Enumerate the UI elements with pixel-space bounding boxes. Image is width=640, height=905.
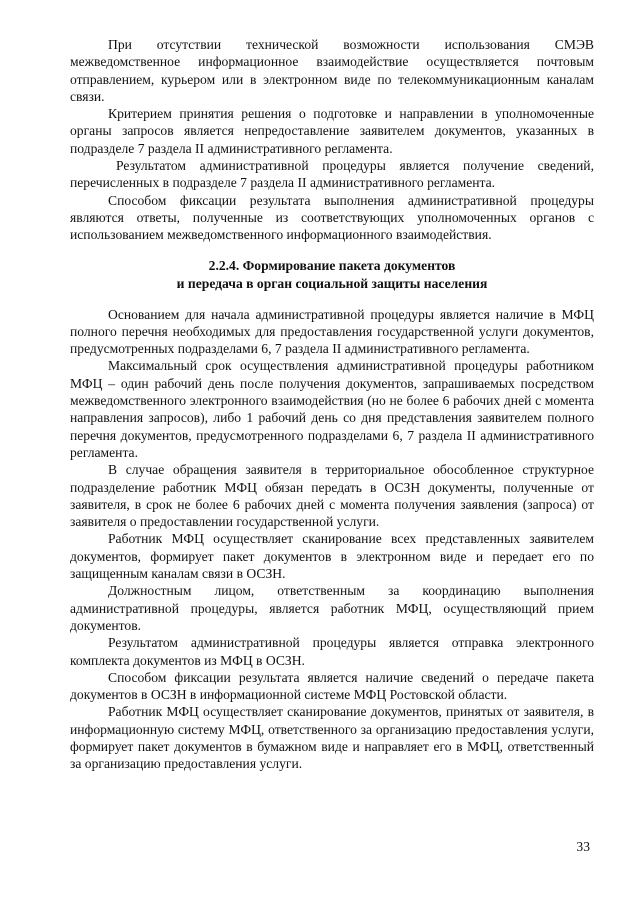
paragraph-max-term: Максимальный срок осуществления административной процедуры работником МФЦ – один рабочий день после получения документов, запрашиваемых посредством межведомственного электронного взаимодействия (но не более 6 рабочих дней с момента направления запросов), либо 1 рабочий день со дня представления заявителем полного перечня документов, предусмотренного подразделами 6, 7 раздела II административного регламента. xyxy=(70,358,594,460)
page-number: 33 xyxy=(576,839,590,854)
document-page xyxy=(70,36,594,773)
paragraph-responsible-person: Должностным лицом, ответственным за координацию выполнения административной процедуры, является работник МФЦ, осуществляющий прием документов. xyxy=(70,583,594,633)
paragraph-procedure-result: Результатом административной процедуры является отправка электронного комплекта документов из МФЦ в ОСЗН. xyxy=(70,635,594,668)
paragraph-scanning: Работник МФЦ осуществляет сканирование всех представленных заявителем документов, формирует пакет документов в электронном виде и передает его по защищенным каналам связи в ОСЗН. xyxy=(70,531,594,582)
section-heading-line-2: и передача в орган социальной защиты населения xyxy=(176,275,488,291)
paragraph-fixation-method: Способом фиксации результата выполнения административной процедуры являются ответы, полученные из соответствующих уполномоченных органов с использованием межведомственного информационного взаимодействия. xyxy=(70,192,594,243)
section-heading-line-1: 2.2.4. Формирование пакета документов xyxy=(208,257,456,273)
section-heading xyxy=(70,257,594,293)
paragraph-result: Результатом административной процедуры является получение сведений, перечисленных в подразделе 7 раздела II административного регламента. xyxy=(70,158,594,191)
paragraph-result-fixation: Способом фиксации результата является наличие сведений о передаче пакета документов в ОСЗН в информационной системе МФЦ Ростовской области. xyxy=(70,669,594,703)
paragraph-territorial-case: В случае обращения заявителя в территориальное обособленное структурное подразделение работник МФЦ обязан передать в ОСЗН документы, полученные от заявителя, в срок не более 6 рабочих дней с момента получения заявления (запроса) от заявителя о предоставлении государственной услуги. xyxy=(70,462,594,530)
paragraph-criterion: Критерием принятия решения о подготовке и направлении в уполномоченные органы запросов является непредоставление заявителем документов, указанных в подразделе 7 раздела II административного регламента. xyxy=(70,106,594,156)
paragraph-basis: Основанием для начала административной процедуры является наличие в МФЦ полного перечня необходимых для предоставления государственной услуги документов, предусмотренных подразделами 6, 7 раздела II административного регламента. xyxy=(70,306,594,357)
paragraph-paper-package: Работник МФЦ осуществляет сканирование документов, принятых от заявителя, в информационную систему МФЦ, ответственного за организацию предоставления услуги, формирует пакет документов в бумажном виде и направляет его в МФЦ, ответственный за организацию предоставления услуги. xyxy=(70,704,594,772)
paragraph-smev-absence: При отсутствии технической возможности использования СМЭВ межведомственное информационное взаимодействие осуществляется почтовым отправлением, курьером или в электронном виде по телекоммуникационным каналам связи. xyxy=(70,37,594,104)
